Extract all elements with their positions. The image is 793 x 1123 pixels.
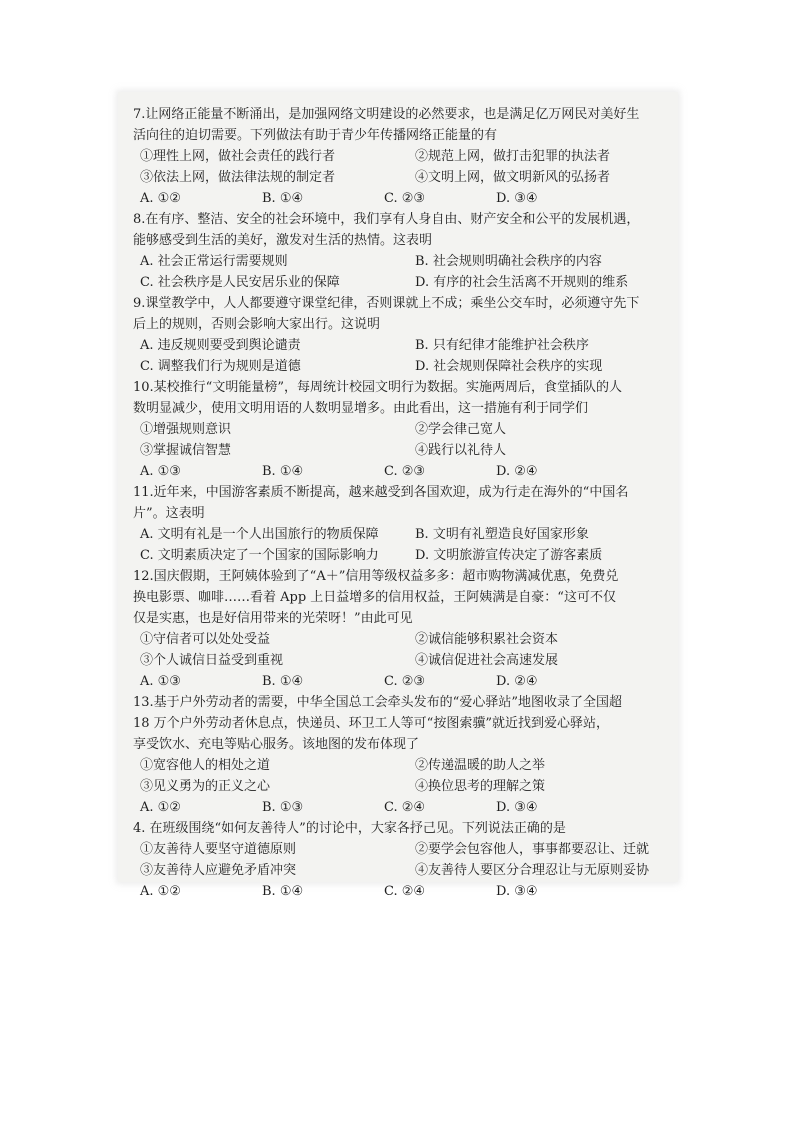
answer-choice: B. ①④ xyxy=(262,884,304,899)
statement: ③掌握诚信智慧 xyxy=(140,443,232,458)
answer-choice: D. ③④ xyxy=(496,884,538,899)
answer-option: C. 社会秩序是人民安居乐业的保障 xyxy=(140,275,340,290)
answer-option-row xyxy=(133,251,663,272)
answer-choice-row xyxy=(133,797,663,818)
answer-choice-row xyxy=(133,188,663,209)
question-stem-line: 11.近年来，中国游客素质不断提高，越来越受到各国欢迎，成为行走在海外的“中国名 xyxy=(133,485,629,500)
answer-choice-row xyxy=(133,881,663,902)
question-stem-line: 活向往的迫切需要。下列做法有助于青少年传播网络正能量的有 xyxy=(133,128,498,143)
statement: ③依法上网，做法律法规的制定者 xyxy=(140,170,336,185)
statement: ①守信者可以处处受益 xyxy=(140,632,271,647)
question-stem-line: 换电影票、咖啡……看着 App 上日益增多的信用权益，王阿姨满是自豪：“这可不仅 xyxy=(133,590,616,605)
question-stem-line: 13.基于户外劳动者的需要，中华全国总工会牵头发布的“爱心驿站”地图收录了全国超 xyxy=(133,695,622,710)
answer-option: A. 文明有礼是一个人出国旅行的物质保障 xyxy=(140,527,379,542)
question-stem-line: 后上的规则，否则会影响大家出行。这说明 xyxy=(133,317,381,332)
answer-choice: B. ①④ xyxy=(262,191,304,206)
answer-option: B. 文明有礼塑造良好国家形象 xyxy=(415,527,589,542)
question-stem-line: 8.在有序、整洁、安全的社会环境中，我们享有人身自由、财产安全和公平的发展机遇， xyxy=(133,212,640,227)
answer-choice: A. ①② xyxy=(140,800,181,815)
answer-choice: D. ②④ xyxy=(496,674,538,689)
answer-choice: D. ③④ xyxy=(496,800,538,815)
question-stem-line: 片”。这表明 xyxy=(133,506,205,521)
statement: ③个人诚信日益受到重视 xyxy=(140,653,284,668)
question-stem-line: 数明显减少，使用文明用语的人数明显增多。由此看出，这一措施有利于同学们 xyxy=(133,401,589,416)
answer-option: A. 违反规则要受到舆论谴责 xyxy=(140,338,301,353)
answer-option: B. 社会规则明确社会秩序的内容 xyxy=(415,254,602,269)
statement-row xyxy=(133,146,663,167)
answer-choice: B. ①③ xyxy=(262,800,304,815)
statement: ①理性上网，做社会责任的践行者 xyxy=(140,149,336,164)
question-7 xyxy=(133,692,663,818)
answer-choice: C. ②④ xyxy=(384,800,426,815)
statement: ④换位思考的理解之策 xyxy=(415,779,546,794)
answer-option: B. 只有纪律才能维护社会秩序 xyxy=(415,338,589,353)
answer-choice-row xyxy=(133,461,663,482)
statement-row xyxy=(133,860,663,881)
answer-choice: A. ①② xyxy=(140,884,181,899)
statement: ②学会律己宽人 xyxy=(415,422,507,437)
answer-option-row xyxy=(133,335,663,356)
statement: ①友善待人要坚守道德原则 xyxy=(140,842,297,857)
question-stem-line: 9.课堂教学中，人人都要遵守课堂纪律，否则课就上不成；乘坐公交车时，必须遵守先下 xyxy=(133,296,640,311)
question-list xyxy=(133,104,663,902)
statement-row xyxy=(133,629,663,650)
statement-row xyxy=(133,776,663,797)
answer-option-row xyxy=(133,356,663,377)
question-4 xyxy=(133,377,663,482)
question-stem-line: 7.让网络正能量不断涌出，是加强网络文明建设的必然要求，也是满足亿万网民对美好生 xyxy=(133,107,640,122)
question-6 xyxy=(133,566,663,692)
statement-row xyxy=(133,440,663,461)
statement: ④践行以礼待人 xyxy=(415,443,507,458)
answer-option: D. 有序的社会生活离不开规则的维系 xyxy=(415,275,629,290)
statement: ①宽容他人的相处之道 xyxy=(140,758,271,773)
statement: ②诚信能够积累社会资本 xyxy=(415,632,559,647)
question-stem-line: 能够感受到生活的美好，激发对生活的热情。这表明 xyxy=(133,233,433,248)
answer-choice: C. ②③ xyxy=(384,464,426,479)
question-stem-line: 仅是实惠，也是好信用带来的光荣呀！”由此可见 xyxy=(133,611,413,626)
question-5 xyxy=(133,482,663,566)
question-stem-line: 10.某校推行“文明能量榜”，每周统计校园文明行为数据。实施两周后，食堂插队的人 xyxy=(133,380,622,395)
statement: ④诚信促进社会高速发展 xyxy=(415,653,559,668)
answer-option: D. 社会规则保障社会秩序的实现 xyxy=(415,359,603,374)
question-3 xyxy=(133,293,663,377)
answer-option-row xyxy=(133,272,663,293)
statement: ③友善待人应避免矛盾冲突 xyxy=(140,863,297,878)
answer-option: C. 调整我们行为规则是道德 xyxy=(140,359,301,374)
answer-option: A. 社会正常运行需要规则 xyxy=(140,254,288,269)
statement: ④友善待人要区分合理忍让与无原则妥协 xyxy=(415,863,650,878)
question-1 xyxy=(133,104,663,209)
statement: ③见义勇为的正义之心 xyxy=(140,779,271,794)
question-stem-line: 12.国庆假期，王阿姨体验到了“A＋”信用等级权益多多：超市购物满减优惠，免费兑 xyxy=(133,569,619,584)
statement-row xyxy=(133,650,663,671)
statement: ②要学会包容他人，事事都要忍让、迁就 xyxy=(415,842,650,857)
statement: ②规范上网，做打击犯罪的执法者 xyxy=(415,149,611,164)
answer-choice: B. ①④ xyxy=(262,674,304,689)
answer-choice: B. ①④ xyxy=(262,464,304,479)
statement: ④文明上网，做文明新风的弘扬者 xyxy=(415,170,611,185)
answer-choice: C. ②③ xyxy=(384,191,426,206)
question-stem-line: 18 万个户外劳动者休息点，快递员、环卫工人等可“按图索骥”就近找到爱心驿站， xyxy=(133,716,609,731)
question-stem-line: 4. 在班级围绕“如何友善待人”的讨论中，大家各抒己见。下列说法正确的是 xyxy=(133,821,566,836)
answer-choice: A. ①② xyxy=(140,191,181,206)
statement-row xyxy=(133,419,663,440)
answer-option-row xyxy=(133,545,663,566)
answer-choice: D. ②④ xyxy=(496,464,538,479)
answer-choice-row xyxy=(133,671,663,692)
answer-choice: C. ②④ xyxy=(384,884,426,899)
statement: ①增强规则意识 xyxy=(140,422,232,437)
answer-option: D. 文明旅游宣传决定了游客素质 xyxy=(415,548,603,563)
statement-row xyxy=(133,839,663,860)
answer-option-row xyxy=(133,524,663,545)
statement-row xyxy=(133,167,663,188)
statement: ②传递温暖的助人之举 xyxy=(415,758,546,773)
answer-choice: D. ③④ xyxy=(496,191,538,206)
answer-choice: A. ①③ xyxy=(140,674,181,689)
question-stem-line: 享受饮水、充电等贴心服务。该地图的发布体现了 xyxy=(133,737,420,752)
statement-row xyxy=(133,755,663,776)
answer-choice: A. ①③ xyxy=(140,464,181,479)
question-8 xyxy=(133,818,663,902)
answer-choice: C. ②③ xyxy=(384,674,426,689)
answer-option: C. 文明素质决定了一个国家的国际影响力 xyxy=(140,548,379,563)
question-2 xyxy=(133,209,663,293)
